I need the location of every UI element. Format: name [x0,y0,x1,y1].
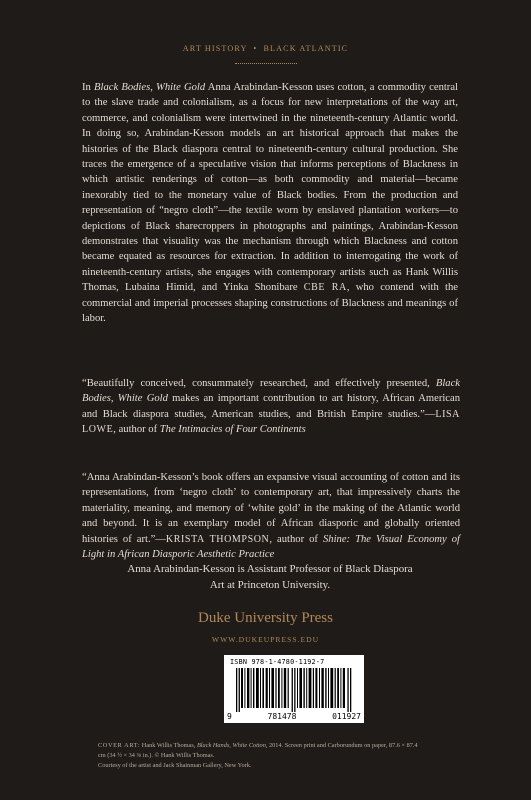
quote1-book-title: Black Bodies, White Gold [82,378,460,405]
isbn-digit-group-2: 011927 [332,712,361,721]
category-black-atlantic: BLACK ATLANTIC [263,44,349,53]
isbn-digits [224,712,364,721]
quote1-body: makes an important contribution to art history, African American and Black diaspora studies, American studies, and British Empire studies.”— [82,393,460,420]
blurb-tail: , who contend with the commercial and imperial processes shaping constructions of Blackness and meanings of labor. [82,282,458,325]
blurb-lead: In [82,82,95,93]
publisher-name: Duke University Press [198,610,333,626]
blurb-honor: CBE RA [303,282,347,294]
isbn-label: ISBN 978-1-4780-1192-7 [230,658,325,666]
quote1-work: The Intimacies of Four Continents [159,424,306,436]
isbn-barcode [224,655,364,723]
quote2-author: KRISTA THOMPSON [165,533,270,545]
quote2-affil: , author of [269,533,323,545]
cover-art-artist: Hank Willis Thomas, [140,742,197,749]
dotted-divider [235,63,297,64]
cover-art-details: , 2014. Screen print and Carborundum on paper, 87.6 × 87.4 cm (34 ½ × 34 ⅜ in.). © Hank Willis Thomas. [98,742,418,760]
quote1-affil: , author of [113,424,160,436]
quote2-body: “Anna Arabindan-Kesson’s book offers an expansive visual accounting of cotton and its representations, from ‘negro cloth’ to contemporary art, that impressively charts the materiality, meaning, and memory of ‘white gold’ in the making of the Atlantic world and beyond. It is an exemplary model of African diasporic and globally oriented histories of art.”— [82,472,460,545]
category-header [0,44,531,53]
blurb-book-title: Black Bodies, White Gold [94,82,206,93]
cover-art-credit [98,741,418,772]
isbn-digit-prefix: 9 [227,712,232,721]
barcode-bars [236,668,352,712]
isbn-digit-group-1: 781478 [267,712,297,721]
cover-art-courtesy: Courtesy of the artist and Jack Shainman Gallery, New York. [98,762,252,770]
book-description [82,80,458,327]
quote2-work: Shine: The Visual Economy of Light in African Diasporic Aesthetic Practice [82,533,461,561]
quote1-open: “Beautifully conceived, consummately researched, and effectively presented, [82,378,436,389]
blurb-body: Anna Arabindan-Kesson uses cotton, a commodity central to the slave trade and colonialism, as a focus for new interpretations of the way art, commerce, and colonialism were intertwined in the nineteenth-century Atlantic world. In doing so, Arabindan-Kesson models an art historical approach that makes the histories of the Black diaspora central to nineteenth-century cultural production. She traces the emergence of a speculative vision that informs perceptions of Blackness in which artistic renderings of cotton—as both commodity and material—became inexorably tied to the monetary value of Black bodies. From the production and representation of “negro cloth”—the textile worn by enslaved plantation workers—to depictions of Black sharecroppers in photographs and paintings, Arabindan-Kesson demonstrates that visuality was the mechanism through which Blackness and cotton became equated as resources for extraction. In addition to interrogating the work of nineteenth-century artists, she engages with contemporary artists such as Hank Willis Thomas, Lubaina Himid, and Yinka Shonibare [82,82,458,294]
category-separator: • [253,44,258,53]
quote1-author: LISA LOWE [82,408,460,436]
cover-art-label: COVER ART: [98,742,141,749]
endorsement-quote-2 [82,470,460,562]
cover-art-title: Black Hands, White Cotton [196,742,266,749]
category-art-history: ART HISTORY [182,44,248,53]
publisher-url[interactable]: WWW.DUKEUPRESS.EDU [211,635,320,644]
author-bio: Anna Arabindan-Kesson is Assistant Professor of Black Diaspora Art at Princeton University. [127,563,413,591]
endorsement-quote-1 [82,376,460,438]
